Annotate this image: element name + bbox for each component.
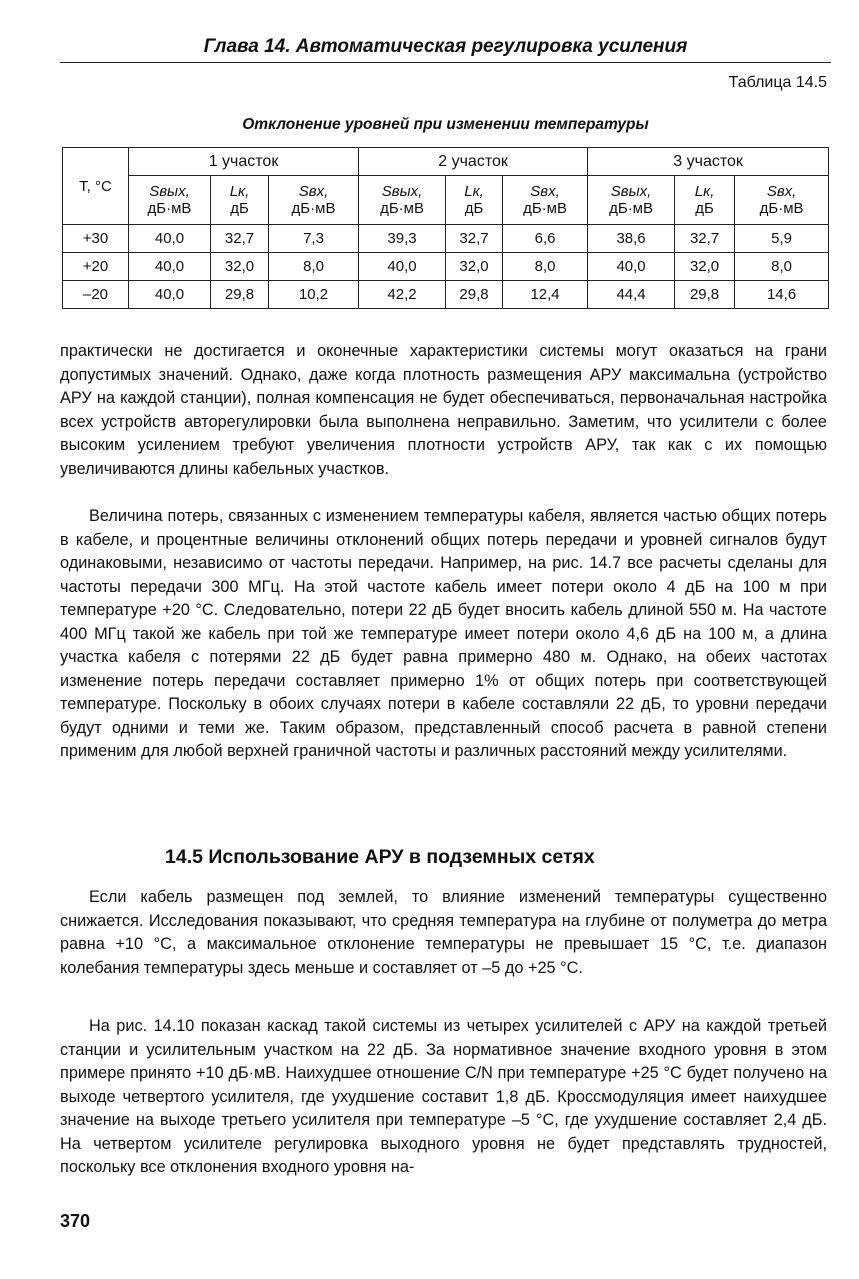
subcolumn-header [359, 176, 446, 225]
subcolumn-symbol: Lк, [229, 183, 250, 200]
subcolumn-symbol: Sвых, [610, 183, 652, 200]
table-cell: 44,4 [588, 281, 675, 309]
subcolumn-symbol: Sвх, [766, 183, 797, 200]
table-cell: 12,4 [503, 281, 588, 309]
subcolumn-header [735, 176, 829, 225]
table-body [63, 225, 829, 309]
table-cell: 32,7 [211, 225, 269, 253]
table-cell: 10,2 [269, 281, 359, 309]
table-corner-header: T, °C [63, 148, 129, 225]
paragraph-text: Величина потерь, связанных с изменением температуры кабеля, является частью общих потерь в кабеле, и процентные величины отклонений общих потерь передачи и уровней сигналов будут одинаковыми, независимо от частоты передачи. Например, на рис. 14.7 все расчеты сделаны для частоты передачи 300 МГц. На этой частоте кабель имеет потери около 4 дБ на 100 м при температуре +20 °С. Следовательно, потери 22 дБ будет вносить кабель длиной 550 м. На частоте 400 МГц такой же кабель при той же температуре имеет потери около 4,6 дБ на 100 м, а длина участка кабеля с потерями 22 дБ будет равна примерно 480 м. Однако, на обеих частотах изменение потерь передачи составляет примерно 1% от общих потерь при соответствующей температуре. Поскольку в обоих случаях потери в кабеле составляли 22 дБ, то уровни передачи будут одними и теми же. Таким образом, представленный способ расчета в равной степени применим для любой верхней граничной частоты и различных расстояний между усилителями. [60, 507, 827, 760]
subcolumn-unit: дБ·мВ [380, 200, 424, 217]
group-header-2: 2 участок [359, 148, 588, 176]
table-cell: 6,6 [503, 225, 588, 253]
table-cell: 8,0 [269, 253, 359, 281]
body-paragraph [60, 1015, 827, 1180]
subcolumn-unit: дБ [230, 200, 249, 217]
table-cell: 7,3 [269, 225, 359, 253]
subcolumn-symbol: Sвх, [298, 183, 329, 200]
subcolumn-symbol: Lк, [694, 183, 715, 200]
table-cell: 40,0 [588, 253, 675, 281]
table-caption: Отклонение уровней при изменении температуры [242, 116, 649, 133]
paragraph-text: практически не достигается и оконечные характеристики системы могут оказаться на грани допустимых значений. Однако, даже когда плотность размещения АРУ максимальна (устройство АРУ на каждой станции), полная компенсация не будет обеспечиваться, первоначальная настройка всех устройств авторегулировки была выполнена неправильно. Заметим, что усилители с более высоким усилением требуют увеличения плотности устройств АРУ, так как с их помощью увеличиваются длины кабельных участков. [60, 342, 827, 478]
table-cell: 29,8 [675, 281, 735, 309]
table-cell: 8,0 [735, 253, 829, 281]
table-cell: 8,0 [503, 253, 588, 281]
subcolumn-symbol: Sвх, [530, 183, 560, 200]
chapter-header: Глава 14. Автоматическая регулировка усиления [60, 36, 831, 63]
paragraph-text: На рис. 14.10 показан каскад такой системы из четырех усилителей с АРУ на каждой третьей станции и усилительным участком на 22 дБ. За нормативное значение входного уровня в этом примере принято +10 дБ·мВ. Наихудшее отношение C/N при температуре +25 °С будет получено на выходе четвертого усилителя, где ухудшение составит 1,8 дБ. Кроссмодуляция имеет наихудшее значение на выходе третьего усилителя при температуре –5 °С, где ухудшение составляет 2,4 дБ. На четвертом усилителе регулировка выходного уровня не будет представлять трудностей, поскольку все отклонения входного уровня на- [60, 1017, 827, 1176]
body-paragraph [60, 886, 827, 980]
subcolumn-header [211, 176, 269, 225]
group-header-3: 3 участок [588, 148, 829, 176]
table-cell: 29,8 [446, 281, 503, 309]
subcolumn-symbol: Sвых, [381, 183, 423, 200]
table-cell: 40,0 [129, 281, 211, 309]
table-cell: 38,6 [588, 225, 675, 253]
table-cell: 32,7 [675, 225, 735, 253]
table-row [63, 225, 829, 253]
table-cell: 32,0 [211, 253, 269, 281]
body-paragraph [60, 340, 827, 481]
subcolumn-symbol: Lк, [464, 183, 484, 200]
subcolumn-unit: дБ·мВ [291, 200, 336, 217]
paragraph-text: Если кабель размещен под землей, то влияние изменений температуры существенно снижается. Исследования показывают, что средняя температура на глубине от полуметра до метра равна +10 °С, а максимальное отклонение температуры не превышает 15 °С, т.е. диапазон колебания температуры здесь меньше и составляет от –5 до +25 °С. [60, 888, 827, 977]
temperature-deviation-table [62, 147, 829, 309]
subcolumn-unit: дБ·мВ [147, 200, 192, 217]
table-header-row-subcolumns [63, 176, 829, 225]
subcolumn-header [675, 176, 735, 225]
subcolumn-unit: дБ [464, 200, 484, 217]
subcolumn-symbol: Sвых, [149, 183, 190, 200]
table-cell: 32,7 [446, 225, 503, 253]
subcolumn-header [503, 176, 588, 225]
table-cell: 32,0 [675, 253, 735, 281]
table-cell: 42,2 [359, 281, 446, 309]
subcolumn-unit: дБ·мВ [523, 200, 567, 217]
temperature-cell: –20 [63, 281, 129, 309]
table-number: Таблица 14.5 [728, 74, 827, 91]
table-row [63, 281, 829, 309]
table-cell: 40,0 [129, 225, 211, 253]
temperature-cell: +30 [63, 225, 129, 253]
subcolumn-header [588, 176, 675, 225]
table-header-row-groups [63, 148, 829, 176]
section-heading: 14.5 Использование АРУ в подземных сетях [165, 846, 595, 868]
group-header-1: 1 участок [129, 148, 359, 176]
table-cell: 40,0 [129, 253, 211, 281]
table-cell: 29,8 [211, 281, 269, 309]
subcolumn-unit: дБ [695, 200, 714, 217]
subcolumn-header [129, 176, 211, 225]
subcolumn-unit: дБ·мВ [609, 200, 654, 217]
table-cell: 5,9 [735, 225, 829, 253]
subcolumn-unit: дБ·мВ [759, 200, 804, 217]
table-cell: 40,0 [359, 253, 446, 281]
subcolumn-header [269, 176, 359, 225]
table-row [63, 253, 829, 281]
page-number: 370 [60, 1211, 91, 1231]
body-paragraph [60, 505, 827, 764]
table-cell: 39,3 [359, 225, 446, 253]
temperature-cell: +20 [63, 253, 129, 281]
subcolumn-header [446, 176, 503, 225]
table-cell: 14,6 [735, 281, 829, 309]
table-cell: 32,0 [446, 253, 503, 281]
